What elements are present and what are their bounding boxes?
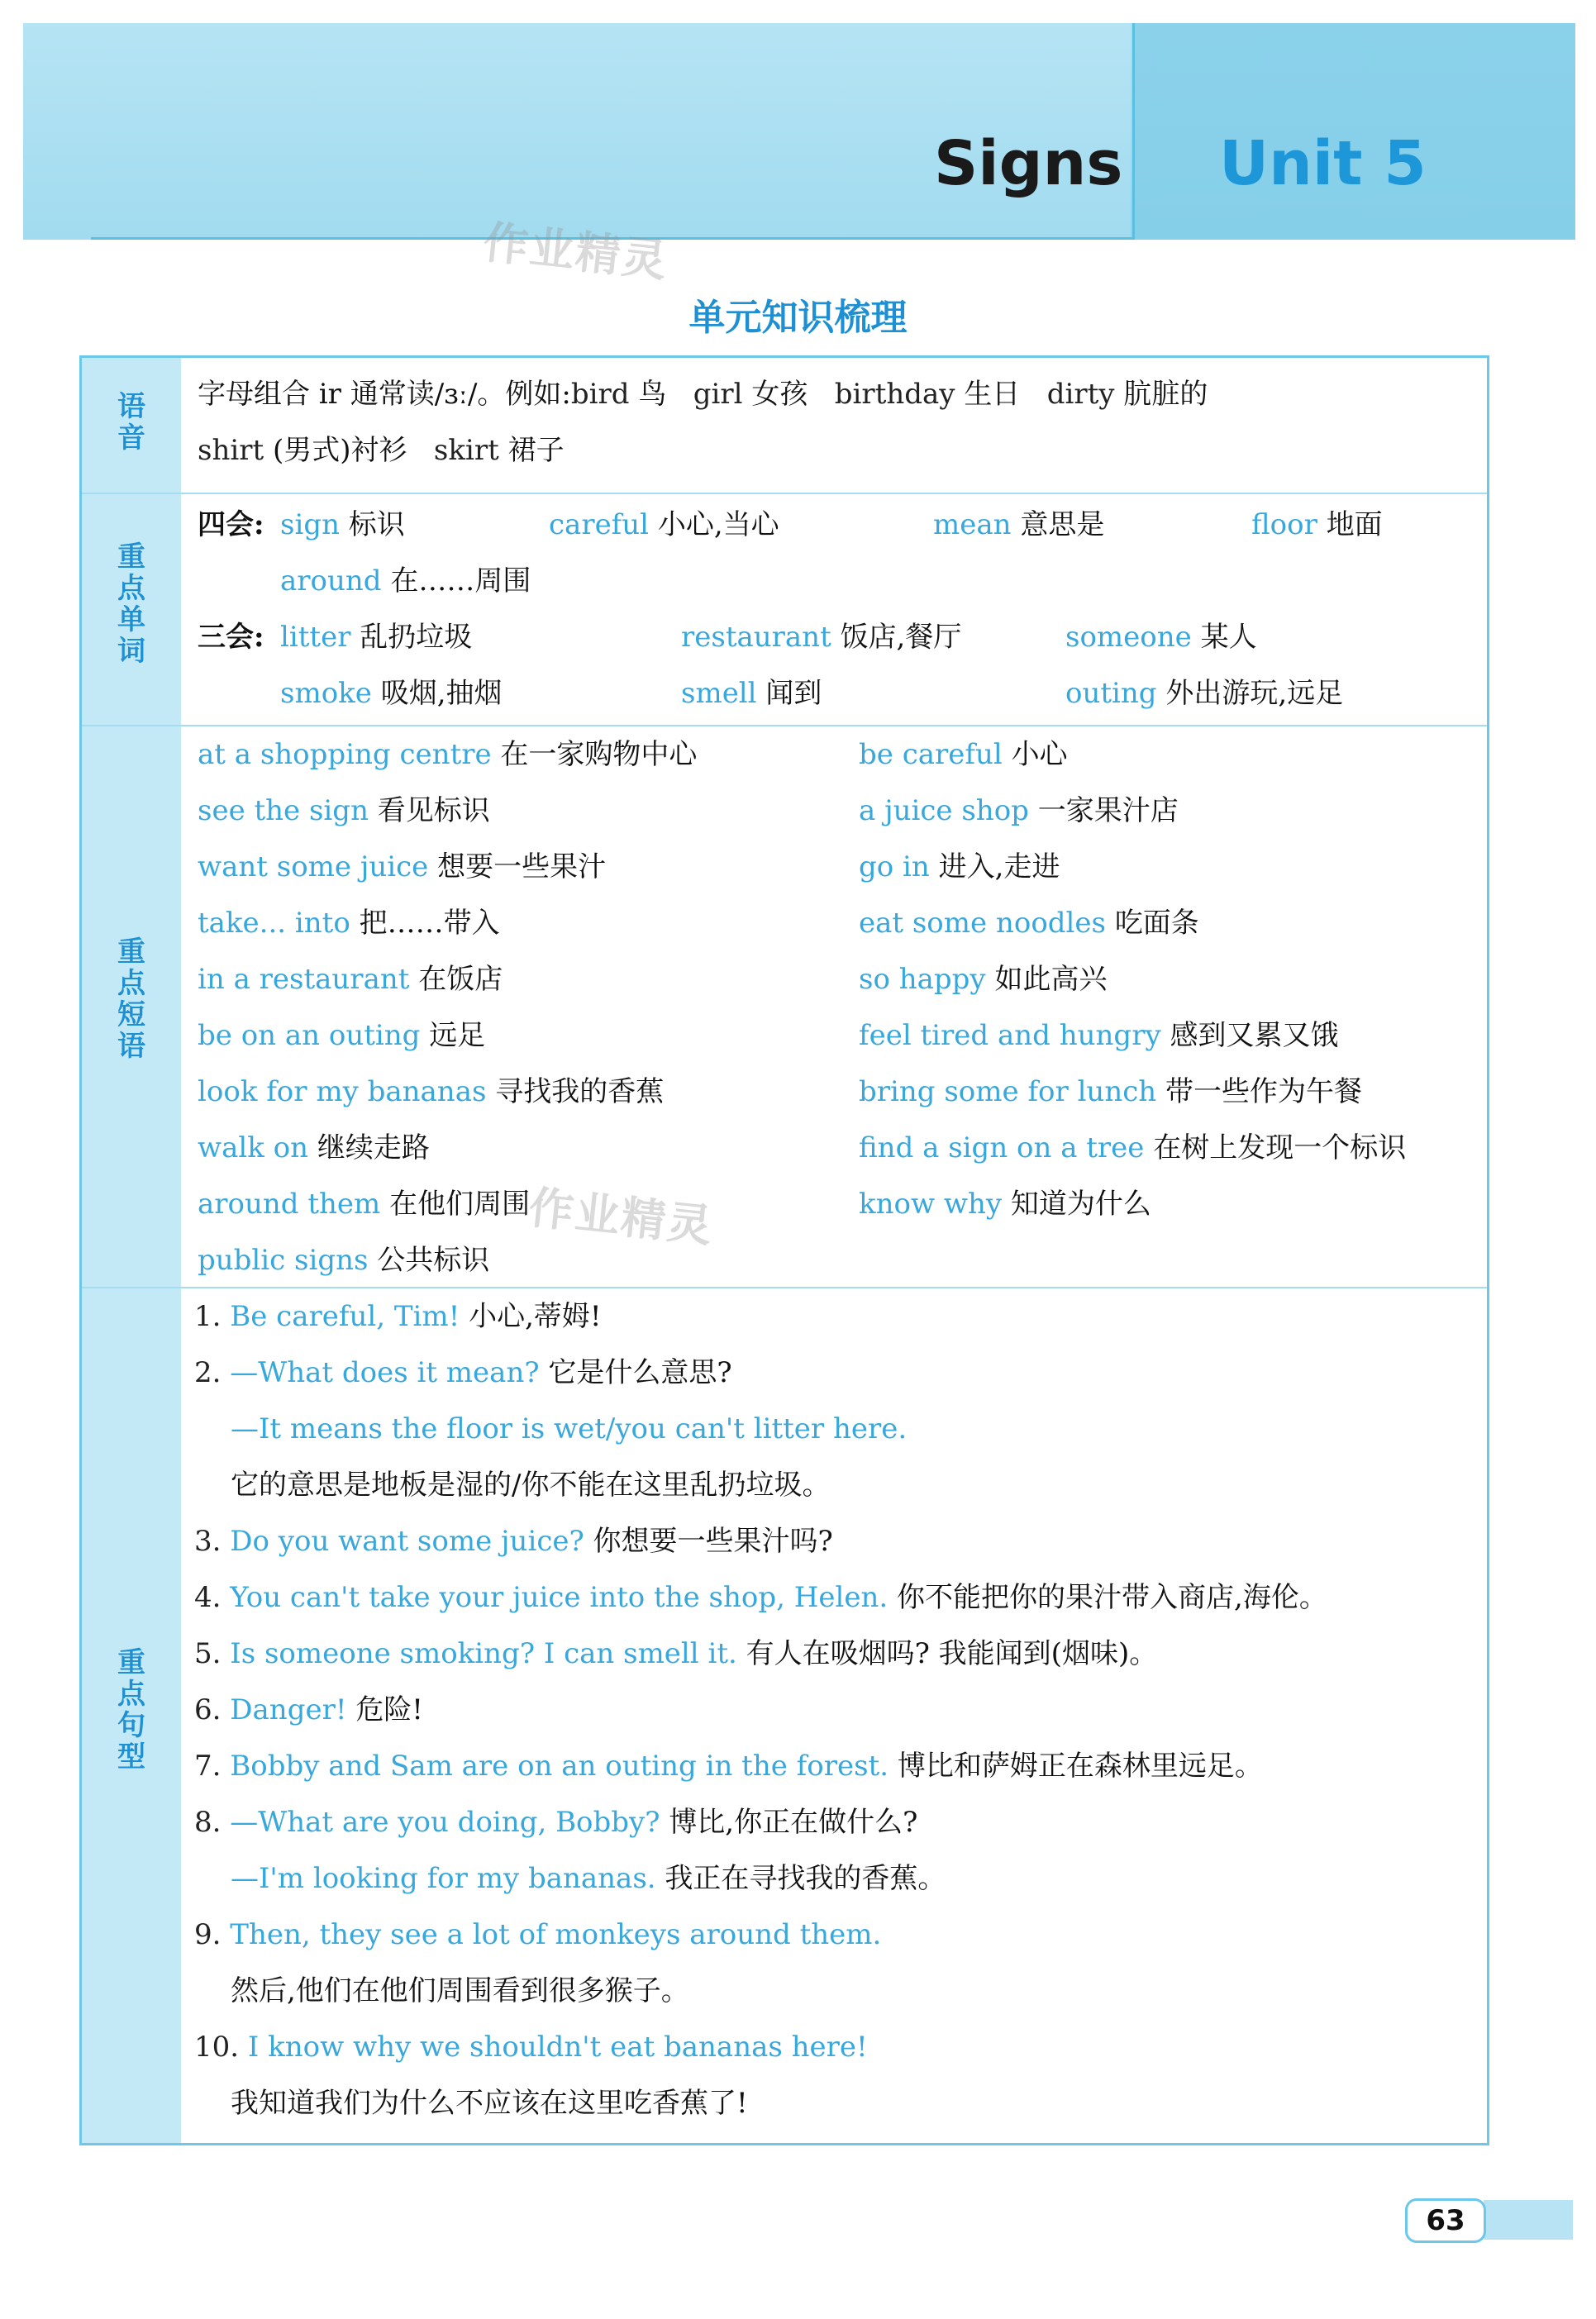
sentence-line (194, 2019, 868, 2075)
sentence-number: 3. (194, 1525, 222, 1558)
three-skill-words: 三会: (198, 621, 264, 654)
phrase-item (198, 1232, 489, 1288)
phrase-item (198, 895, 500, 951)
sentence-chinese: 博比和萨姆正在森林里远足。 (897, 1750, 1263, 1783)
phrase-english: a juice shop (859, 794, 1029, 827)
category-label-sentences: 重 点 句 型 (117, 1646, 145, 1774)
sentence-number: 10. (194, 2031, 240, 2064)
unit-title: Signs (934, 128, 1123, 199)
phrase-item (859, 783, 1179, 839)
phrase-chinese: 看见标识 (377, 794, 490, 827)
sentence-number: 7. (194, 1750, 222, 1783)
phrase-chinese: 吃面条 (1114, 907, 1199, 940)
sentence-line (194, 1626, 1157, 1682)
phrase-chinese: 在饭店 (418, 963, 503, 996)
word-item: mean 意思是 (933, 508, 1105, 541)
word-item: litter 乱扔垃圾 (280, 621, 473, 654)
knowledge-table (79, 355, 1489, 2145)
phrase-item (859, 951, 1107, 1007)
sentence-chinese: 我正在寻找我的香蕉。 (665, 1862, 946, 1895)
phrase-english: walk on (198, 1131, 309, 1164)
phrase-chinese: 小心 (1011, 738, 1068, 771)
phonics-line-1: 字母组合 ir 通常读/ɜː/。例如:bird 鸟 girl 女孩 birthday 生日 dirty 肮脏的 (198, 378, 1208, 411)
phrase-chinese: 远足 (429, 1019, 486, 1052)
phrase-english: find a sign on a tree (859, 1131, 1145, 1164)
phrase-english: look for my bananas (198, 1075, 487, 1108)
phonics-line-2: shirt (男式)衬衫 skirt 裙子 (198, 434, 565, 467)
sentence-english: Is someone smoking? I can smell it. (230, 1637, 737, 1670)
sentence-number: 8. (194, 1806, 222, 1839)
phrase-chinese: 把……带入 (359, 907, 500, 940)
sentence-number: 1. (194, 1300, 222, 1333)
phrase-english: in a restaurant (198, 963, 410, 996)
sentence-english: Bobby and Sam are on an outing in the forest. (230, 1750, 889, 1783)
phrase-item (198, 951, 503, 1007)
sentence-number: 6. (194, 1693, 222, 1726)
sentence-english: Do you want some juice? (230, 1525, 584, 1558)
phrase-english: around them (198, 1188, 381, 1221)
word-item: floor 地面 (1251, 508, 1383, 541)
phrase-chinese: 如此高兴 (994, 963, 1108, 996)
phrase-english: go in (859, 850, 930, 883)
phrase-chinese: 寻找我的香蕉 (495, 1075, 665, 1108)
sentence-english: I know why we shouldn't eat bananas here! (247, 2031, 868, 2064)
sentence-line (231, 1963, 689, 2019)
category-label-phonics: 语 音 (117, 390, 145, 455)
phrase-item (859, 895, 1199, 951)
phrase-chinese: 一家果汁店 (1037, 794, 1179, 827)
sentence-line (231, 1457, 830, 1513)
phrase-chinese: 在树上发现一个标识 (1153, 1131, 1407, 1164)
phrase-chinese: 带一些作为午餐 (1165, 1075, 1362, 1108)
sentence-chinese: 我知道我们为什么不应该在这里吃香蕉了! (231, 2087, 748, 2120)
word-item: outing 外出游玩,远足 (1065, 677, 1344, 710)
sentence-english: —What are you doing, Bobby? (230, 1806, 660, 1839)
phrase-english: bring some for lunch (859, 1075, 1157, 1108)
row-divider (82, 493, 1487, 494)
four-skill-words: 四会: (198, 508, 264, 541)
phrase-chinese: 在一家购物中心 (500, 738, 698, 771)
sentence-line (194, 1569, 1327, 1626)
word-item: around 在……周围 (280, 564, 531, 598)
sentence-number: 5. (194, 1637, 222, 1670)
phrase-item (859, 1120, 1406, 1176)
phrase-item (859, 1007, 1338, 1064)
sentence-chinese: 博比,你正在做什么? (669, 1806, 918, 1839)
phrase-english: take... into (198, 907, 350, 940)
phrase-english: public signs (198, 1244, 369, 1277)
phrase-chinese: 在他们周围 (389, 1188, 531, 1221)
sentence-chinese: 你不能把你的果汁带入商店,海伦。 (897, 1581, 1327, 1614)
category-label-words: 重 点 单 词 (117, 540, 145, 668)
phrase-item (198, 1176, 530, 1232)
phrase-chinese: 进入,走进 (938, 850, 1060, 883)
sentence-chinese: 它的意思是地板是湿的/你不能在这里乱扔垃圾。 (231, 1469, 831, 1502)
phrase-item (859, 1064, 1362, 1120)
sentence-line (231, 1850, 946, 1907)
phrase-item (198, 726, 697, 783)
sentence-line (231, 2075, 748, 2131)
phrase-item (198, 1064, 664, 1120)
sentence-chinese: 它是什么意思? (548, 1356, 732, 1389)
sentence-number: 4. (194, 1581, 222, 1614)
sentence-chinese: 然后,他们在他们周围看到很多猴子。 (231, 1974, 689, 2007)
phrase-english: want some juice (198, 850, 429, 883)
watermark: 作业精灵 (480, 216, 671, 288)
phrase-item (198, 1120, 430, 1176)
sentence-english: Then, they see a lot of monkeys around them. (230, 1918, 882, 1951)
section-heading: 单元知识梳理 (688, 297, 908, 339)
phrase-chinese: 感到又累又饿 (1170, 1019, 1339, 1052)
sentence-line (194, 1738, 1263, 1794)
phrase-english: know why (859, 1188, 1003, 1221)
sentence-line (194, 1794, 917, 1850)
sentence-line (194, 1345, 732, 1401)
phrase-item (198, 1007, 485, 1064)
word-item: someone 某人 (1065, 621, 1257, 654)
sentence-number: 9. (194, 1918, 222, 1951)
unit-number: Unit 5 (1219, 128, 1427, 199)
word-item: smell 闻到 (681, 677, 822, 710)
phrase-english: be careful (859, 738, 1003, 771)
watermark: 作业精灵 (526, 1181, 717, 1253)
sentence-line (194, 1288, 602, 1345)
word-item: smoke 吸烟,抽烟 (280, 677, 503, 710)
sentence-line (194, 1682, 423, 1738)
sentence-line (231, 1401, 907, 1457)
category-label-phrases: 重 点 短 语 (117, 936, 145, 1063)
phrase-english: eat some noodles (859, 907, 1106, 940)
phrase-english: at a shopping centre (198, 738, 492, 771)
phrase-chinese: 知道为什么 (1010, 1188, 1151, 1221)
phrase-item (198, 783, 490, 839)
word-item: sign 标识 (280, 508, 405, 541)
sentence-english: —I'm looking for my bananas. (231, 1862, 656, 1895)
phrase-item (859, 726, 1068, 783)
sentence-line (194, 1907, 881, 1963)
sentence-number: 2. (194, 1356, 222, 1389)
phrase-english: see the sign (198, 794, 369, 827)
sentence-chinese: 有人在吸烟吗? 我能闻到(烟味)。 (746, 1637, 1158, 1670)
sentence-line (194, 1513, 833, 1569)
phrase-english: be on an outing (198, 1019, 421, 1052)
sentence-english: Be careful, Tim! (230, 1300, 460, 1333)
sentence-english: —What does it mean? (230, 1356, 540, 1389)
sentence-chinese: 你想要一些果汁吗? (593, 1525, 833, 1558)
sentence-english: Danger! (230, 1693, 347, 1726)
phrase-item (859, 839, 1060, 895)
phrase-chinese: 继续走路 (317, 1131, 430, 1164)
sentence-chinese: 危险! (355, 1693, 423, 1726)
sentence-english: You can't take your juice into the shop, Helen. (230, 1581, 889, 1614)
phrase-chinese: 公共标识 (377, 1244, 490, 1277)
phrase-item (198, 839, 606, 895)
page-number: 63 (1405, 2198, 1486, 2243)
phrase-english: so happy (859, 963, 986, 996)
word-item: restaurant 饭店,餐厅 (681, 621, 962, 654)
word-item: careful 小心,当心 (549, 508, 779, 541)
sentence-chinese: 小心,蒂姆! (469, 1300, 602, 1333)
phrase-item (859, 1176, 1151, 1232)
phrase-english: feel tired and hungry (859, 1019, 1161, 1052)
sentence-english: —It means the floor is wet/you can't litter here. (231, 1412, 908, 1445)
phrase-chinese: 想要一些果汁 (437, 850, 607, 883)
page-number-bar (1484, 2200, 1573, 2240)
